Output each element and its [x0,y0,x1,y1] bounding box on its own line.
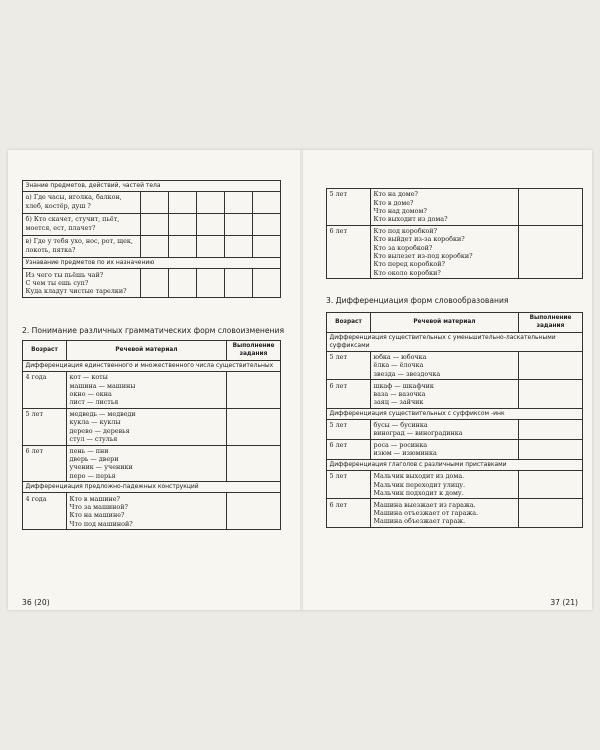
section-title: Дифференциация существительных с суффиксом -инк [327,408,583,419]
section-title: Дифференциация предложно-падежных конструкций [23,482,281,493]
page-number: 37 (21) [550,598,578,607]
table-row [327,189,583,226]
age-cell: 6 лет [327,380,371,408]
age-cell: 6 лет [327,439,371,459]
table-row [23,445,281,482]
table-row [327,351,583,379]
task-text: Из чего ты пьёшь чай? С чем ты ешь суп? Куда кладут чистые тарелки? [23,269,141,297]
table-row [23,214,281,236]
section-title: Узнавание предметов по их назначению [23,258,281,269]
material-cell: Кто в машине? Что за машиной? Кто на машине? Что под машиной? [67,493,227,530]
material-cell: кот — коты машина — машины окно — окна лист — листья [67,372,227,409]
section-title: Дифференциация глаголов с различными приставками [327,459,583,470]
table-header-row [23,341,281,361]
table-row [23,192,281,214]
book-gutter [300,150,303,610]
table-section-row [327,408,583,419]
word-formation-table [326,312,583,528]
table-row [23,372,281,409]
table-section-row [23,361,281,372]
material-cell: Кто на доме? Кто в доме? Что над домом? Кто выходит из дома? [371,189,519,226]
table-row [327,225,583,278]
left-page [8,150,288,610]
material-cell: пень — пни дверь — двери ученик — ученики перо — перья [67,445,227,482]
material-cell: шкаф — шкафчик ваза — вазочка заяц — зайчик [371,380,519,408]
column-header-age: Возраст [23,341,67,361]
age-cell: 4 года [23,372,67,409]
age-cell: 5 лет [327,471,371,499]
table-section-row [23,482,281,493]
table-row [23,269,281,297]
column-header-material: Речевой материал [67,341,227,361]
material-cell: Кто под коробкой? Кто выйдет из-за коробки? Кто за коробкой? Кто вылезет из-под коробки? Кто перед коробкой? Кто около коробки? [371,225,519,278]
material-cell: роса — росинка изюм — изюминка [371,439,519,459]
table-section-row [23,181,281,192]
table-row [327,499,583,527]
age-cell: 5 лет [23,408,67,445]
age-cell: 5 лет [327,189,371,226]
table-row [327,439,583,459]
table-row [23,236,281,258]
table-section-row [327,459,583,470]
table-row [327,419,583,439]
column-header-age: Возраст [327,313,371,333]
table-row [23,408,281,445]
page-number: 36 (20) [22,598,50,607]
age-cell: 5 лет [327,419,371,439]
right-page [308,150,588,610]
task-text: б) Кто скачет, стучит, пьёт, моется, ест, плачет? [23,214,141,236]
age-cell: 6 лет [327,225,371,278]
task-text: а) Где часы, иголка, балкон, хлеб, костёр, душ ? [23,192,141,214]
column-header-task: Выполнение задания [227,341,281,361]
column-header-material: Речевой материал [371,313,519,333]
material-cell: юбка — юбочка ёлка — ёлочка звезда — звездочка [371,351,519,379]
book-spread [8,150,592,610]
table-row [327,380,583,408]
table-header-row [327,313,583,333]
table-section-row [327,333,583,352]
table-row [327,471,583,499]
material-cell: Машина выезжает из гаража. Машина отъезжает от гаража. Машина объезжает гараж. [371,499,519,527]
column-header-task: Выполнение задания [519,313,583,333]
material-cell: медведь — медведи кукла — куклы дерево — деревья стул — стулья [67,408,227,445]
section-title: Дифференциация единственного и множественного числа существительных [23,361,281,372]
prepositions-continued-table [326,188,583,279]
table-row [23,493,281,530]
table-section-row [23,258,281,269]
age-cell: 6 лет [327,499,371,527]
material-cell: бусы — бусинка виноград — виноградинка [371,419,519,439]
objects-table [22,180,281,298]
age-cell: 4 года [23,493,67,530]
age-cell: 6 лет [23,445,67,482]
task-text: в) Где у тебя ухо, нос, рот, щек, локоть, пятка? [23,236,141,258]
section-title: Дифференциация существительных с уменьшительно-ласкательными суффиксами [327,333,583,352]
section-heading: 2. Понимание различных грамматических форм словоизменения [22,326,285,335]
age-cell: 5 лет [327,351,371,379]
grammar-forms-table [22,340,281,530]
section-title: Знание предметов, действий, частей тела [23,181,281,192]
section-heading: 3. Дифференциация форм словообразования [326,296,509,305]
material-cell: Мальчик выходит из дома. Мальчик переходит улицу. Мальчик подходит к дому. [371,471,519,499]
